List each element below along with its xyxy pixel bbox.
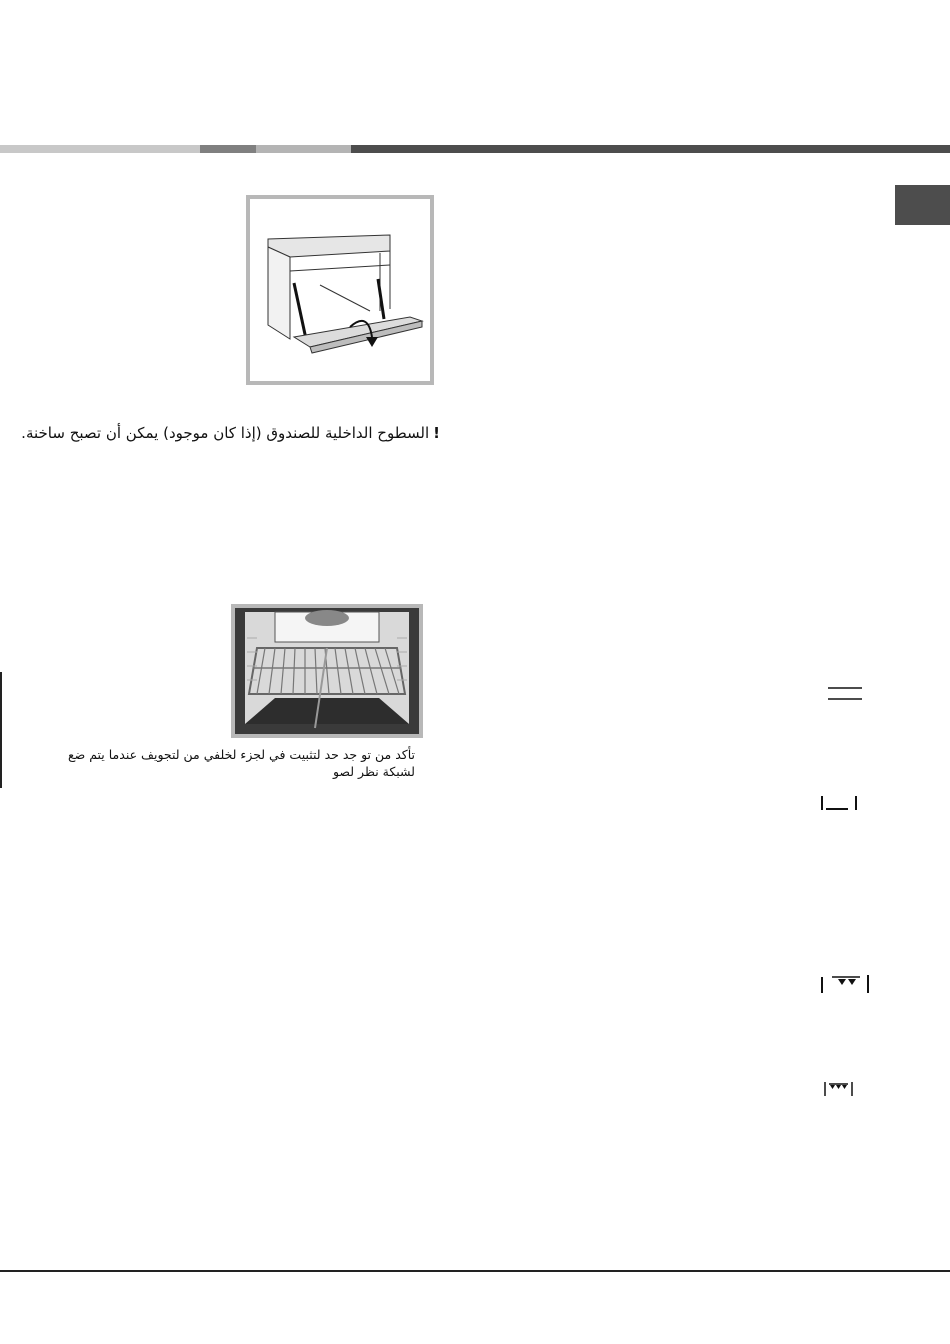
oven-rack-illustration [235,608,419,734]
two-lines-icon [826,686,864,702]
rack-figure [231,604,423,738]
rack-caption-line-1: تأكد من تو جد حد لتثبيت في لجزء لخلفي من لتجويف عندما يتم ضع [67,747,415,762]
drawer-figure [246,195,434,385]
bottom-element-icon [818,794,860,812]
margin-line [0,672,2,788]
warning-text: السطوح الداخلية للصندوق (إذا كان موجود) يمكن أن تصبح ساخنة. [21,424,430,442]
header-bar-segment-4 [351,145,950,153]
header-bar-segment-2 [200,145,256,153]
rack-caption [30,746,415,780]
warning-note [15,424,440,442]
header-bar-segment-1 [0,145,200,153]
oven-drawer-illustration [250,199,430,381]
language-tab [895,185,950,225]
header-bar-segment-3 [256,145,351,153]
rack-caption-line-2: لشبكة نظر لصو [332,764,415,779]
top-grill-icon [818,973,872,995]
grill-icon [822,1080,856,1098]
warning-mark: ! [433,424,440,442]
footer-rule [0,1270,950,1272]
